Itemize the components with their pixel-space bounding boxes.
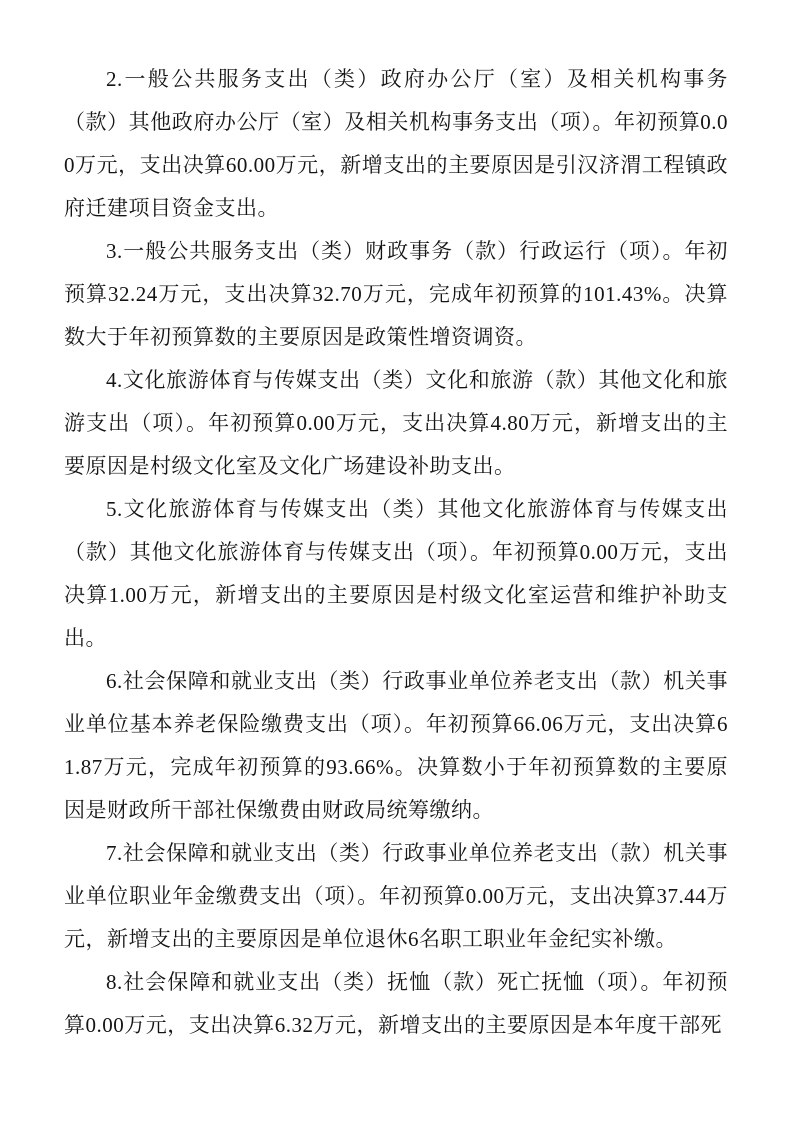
expenditure-item-paragraph-4: 4.文化旅游体育与传媒支出（类）文化和旅游（款）其他文化和旅游支出（项）。年初预算0.00万元，支出决算4.80万元，新增支出的主要原因是村级文化室及文化广场建设补助支出。 xyxy=(64,368,728,478)
expenditure-item-paragraph-7: 7.社会保障和就业支出（类）行政事业单位养老支出（款）机关事业单位职业年金缴费支出（项）。年初预算0.00万元，支出决算37.44万元，新增支出的主要原因是单位退休6名职工职业年金纪实补缴。 xyxy=(64,841,728,951)
expenditure-item-paragraph-2: 2.一般公共服务支出（类）政府办公厅（室）及相关机构事务（款）其他政府办公厅（室）及相关机构事务支出（项）。年初预算0.00万元，支出决算60.00万元，新增支出的主要原因是引汉济渭工程镇政府迁建项目资金支出。 xyxy=(64,67,728,220)
expenditure-item-paragraph-5: 5.文化旅游体育与传媒支出（类）其他文化旅游体育与传媒支出（款）其他文化旅游体育与传媒支出（项）。年初预算0.00万元，支出决算1.00万元，新增支出的主要原因是村级文化室运营和维护补助支出。 xyxy=(64,497,728,650)
expenditure-item-paragraph-8: 8.社会保障和就业支出（类）抚恤（款）死亡抚恤（项）。年初预算0.00万元，支出决算6.32万元，新增支出的主要原因是本年度干部死 xyxy=(64,970,728,1037)
expenditure-item-paragraph-3: 3.一般公共服务支出（类）财政事务（款）行政运行（项）。年初预算32.24万元，支出决算32.70万元，完成年初预算的101.43%。决算数大于年初预算数的主要原因是政策性增资调资。 xyxy=(64,239,728,349)
expenditure-item-paragraph-6: 6.社会保障和就业支出（类）行政事业单位养老支出（款）机关事业单位基本养老保险缴费支出（项）。年初预算66.06万元，支出决算61.87万元，完成年初预算的93.66%。决算数小于年初预算数的主要原因是财政所干部社保缴费由财政局统筹缴纳。 xyxy=(64,669,728,822)
